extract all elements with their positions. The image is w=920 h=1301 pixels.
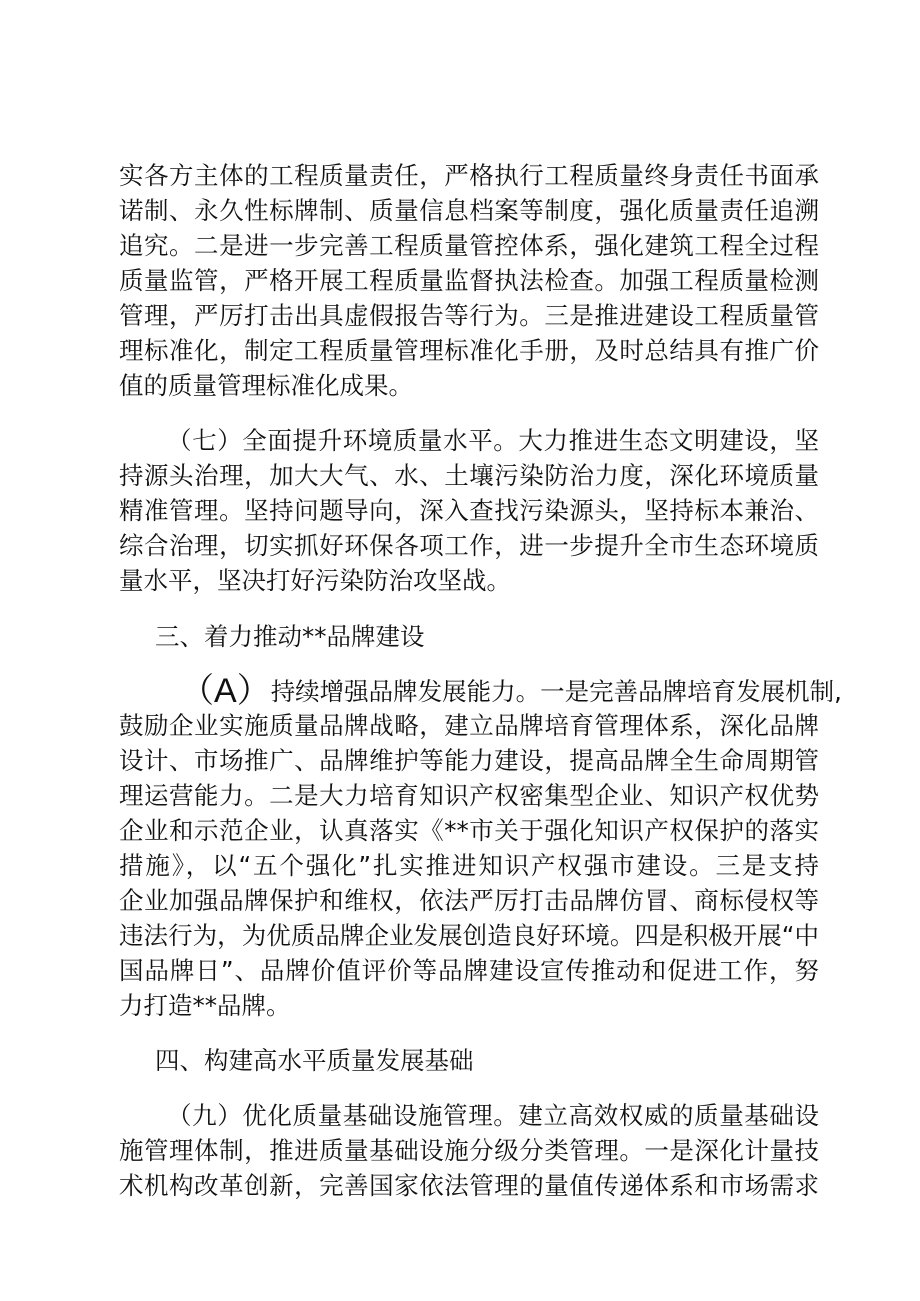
paragraph-3-marker-close: ）: [236, 672, 271, 710]
section-heading-3: 三、着力推动**品牌建设: [155, 622, 425, 651]
paragraph-4-line-3: 术机构改革创新，完善国家依法管理的量值传递体系和市场需求: [119, 1171, 819, 1200]
paragraph-4-line-1: （九）优化质量基础设施管理。建立高效权威的质量基础设: [167, 1101, 819, 1130]
paragraph-3-line-4: 理运营能力。二是大力培育知识产权密集型企业、知识产权优势: [119, 781, 819, 810]
paragraph-1-line-6: 理标准化，制定工程质量管理标准化手册，及时总结具有推广价: [119, 336, 819, 365]
paragraph-3-line-3: 设计、市场推广、品牌维护等能力建设，提高品牌全生命周期管: [119, 746, 819, 775]
paragraph-1-line-7: 值的质量管理标准化成果。: [119, 371, 413, 400]
paragraph-3-line-10: 力打造**品牌。: [119, 991, 291, 1020]
paragraph-1-line-1: 实各方主体的工程质量责任，严格执行工程质量终身责任书面承: [119, 161, 819, 190]
paragraph-2-line-1: （七）全面提升环境质量水平。大力推进生态文明建设，坚: [167, 426, 819, 455]
paragraph-3-line-7: 企业加强品牌保护和维权，依法严厉打击品牌仿冒、商标侵权等: [119, 886, 819, 915]
paragraph-3-line-9: 国品牌日”、品牌价值评价等品牌建设宣传推动和促进工作，努: [119, 956, 819, 985]
paragraph-2-line-3: 精准管理。坚持问题导向，深入查找污染源头，坚持标本兼治、: [119, 496, 819, 525]
paragraph-2-line-5: 量水平，坚决打好污染防治攻坚战。: [119, 566, 511, 595]
paragraph-3-line-2: 鼓励企业实施质量品牌战略，建立品牌培育管理体系，深化品牌: [119, 711, 819, 740]
paragraph-1-line-4: 质量监管，严格开展工程质量监督执法检查。加强工程质量检测: [119, 266, 819, 295]
paragraph-3-first-line-text: 持续增强品牌发展能力。一是完善品牌培育发展机制,: [270, 677, 842, 706]
section-heading-4: 四、构建高水平质量发展基础: [155, 1046, 474, 1075]
paragraph-3-marker-letter: A: [214, 672, 237, 710]
paragraph-3-line-1: [180, 672, 842, 710]
paragraph-3-line-5: 企业和示范企业，认真落实《**市关于强化知识产权保护的落实: [119, 816, 819, 845]
paragraph-3-line-8: 违法行为，为优质品牌企业发展创造良好环境。四是积极开展“中: [119, 921, 819, 950]
paragraph-4-line-2: 施管理体制，推进质量基础设施分级分类管理。一是深化计量技: [119, 1136, 819, 1165]
paragraph-3-marker-open: （: [180, 672, 214, 710]
paragraph-1-line-2: 诺制、永久性标牌制、质量信息档案等制度，强化质量责任追溯: [119, 196, 819, 225]
paragraph-1-line-3: 追究。二是进一步完善工程质量管控体系，强化建筑工程全过程: [119, 231, 819, 260]
paragraph-3-line-6: 措施》，以“五个强化”扎实推进知识产权强市建设。三是支持: [119, 851, 819, 880]
paragraph-1-line-5: 管理，严厉打击出具虚假报告等行为。三是推进建设工程质量管: [119, 301, 819, 330]
paragraph-2-line-4: 综合治理，切实抓好环保各项工作，进一步提升全市生态环境质: [119, 531, 819, 560]
paragraph-2-line-2: 持源头治理，加大大气、水、土壤污染防治力度，深化环境质量: [119, 461, 819, 490]
